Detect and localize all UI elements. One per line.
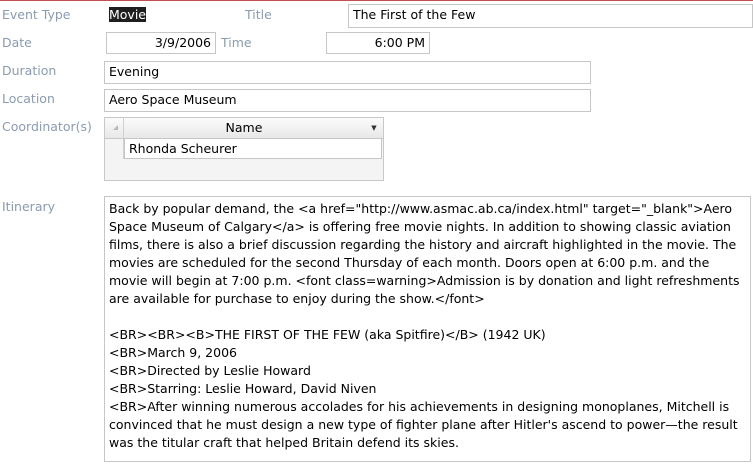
name-column-header[interactable]: Name	[225, 120, 263, 135]
time-label: Time	[221, 35, 252, 50]
itinerary-line: <BR>After winning numerous accolades for his achievements in designing monoplanes, Mitchell is convinced that he must design a new type of fighter plane after Hitler's ascend to power—the result was the titular craft that helped Britain defend its skies.	[109, 399, 738, 450]
select-all-corner[interactable]	[105, 118, 124, 138]
itinerary-line: <BR>March 9, 2006	[109, 345, 237, 360]
duration-label: Duration	[2, 63, 57, 78]
itinerary-field[interactable]	[104, 196, 751, 462]
event-type-label: Event Type	[2, 7, 71, 22]
event-type-value: Movie	[109, 7, 146, 22]
itinerary-blank-line	[109, 308, 746, 326]
date-field[interactable]: 3/9/2006	[106, 32, 216, 54]
event-type-field[interactable]	[104, 4, 216, 26]
table-row[interactable]	[105, 138, 383, 159]
coordinators-label: Coordinator(s)	[2, 119, 92, 134]
coordinator-name-cell[interactable]: Rhonda Scheurer	[124, 138, 382, 159]
subform-header	[105, 118, 383, 139]
itinerary-line: <BR>Starring: Leslie Howard, David Niven	[109, 381, 377, 396]
duration-field[interactable]: Evening	[104, 61, 591, 84]
time-field[interactable]: 6:00 PM	[326, 32, 430, 54]
location-field[interactable]: Aero Space Museum	[104, 89, 591, 112]
itinerary-label: Itinerary	[2, 199, 56, 214]
title-field[interactable]: The First of the Few	[348, 4, 753, 28]
itinerary-paragraph: Back by popular demand, the <a href="http://www.asmac.ab.ca/index.html" target="_blank">Aero Space Museum of Calgary</a> is offering free movie nights. In addition to showing classic aviation films, there is also a brief discussion regarding the history and aircraft highlighted in the movie. The movies are scheduled for the second Thursday of each month. Doors open at 6:00 p.m. and the movie will begin at 7:00 p.m. <font class=warning>Admission is by donation and light refreshments are available for purchase to enjoy during the show.</font>	[109, 201, 740, 306]
corner-triangle-icon	[113, 125, 118, 130]
form-top-border	[0, 0, 753, 1]
itinerary-line: <BR>Directed by Leslie Howard	[109, 363, 311, 378]
coordinators-subform	[104, 117, 384, 181]
itinerary-line: <BR><BR><B>THE FIRST OF THE FEW (aka Spitfire)</B> (1942 UK)	[109, 327, 546, 342]
row-selector[interactable]	[105, 138, 124, 159]
date-label: Date	[2, 35, 32, 50]
column-dropdown-icon[interactable]: ▼	[371, 124, 377, 132]
title-label: Title	[245, 7, 272, 22]
location-label: Location	[2, 91, 55, 106]
